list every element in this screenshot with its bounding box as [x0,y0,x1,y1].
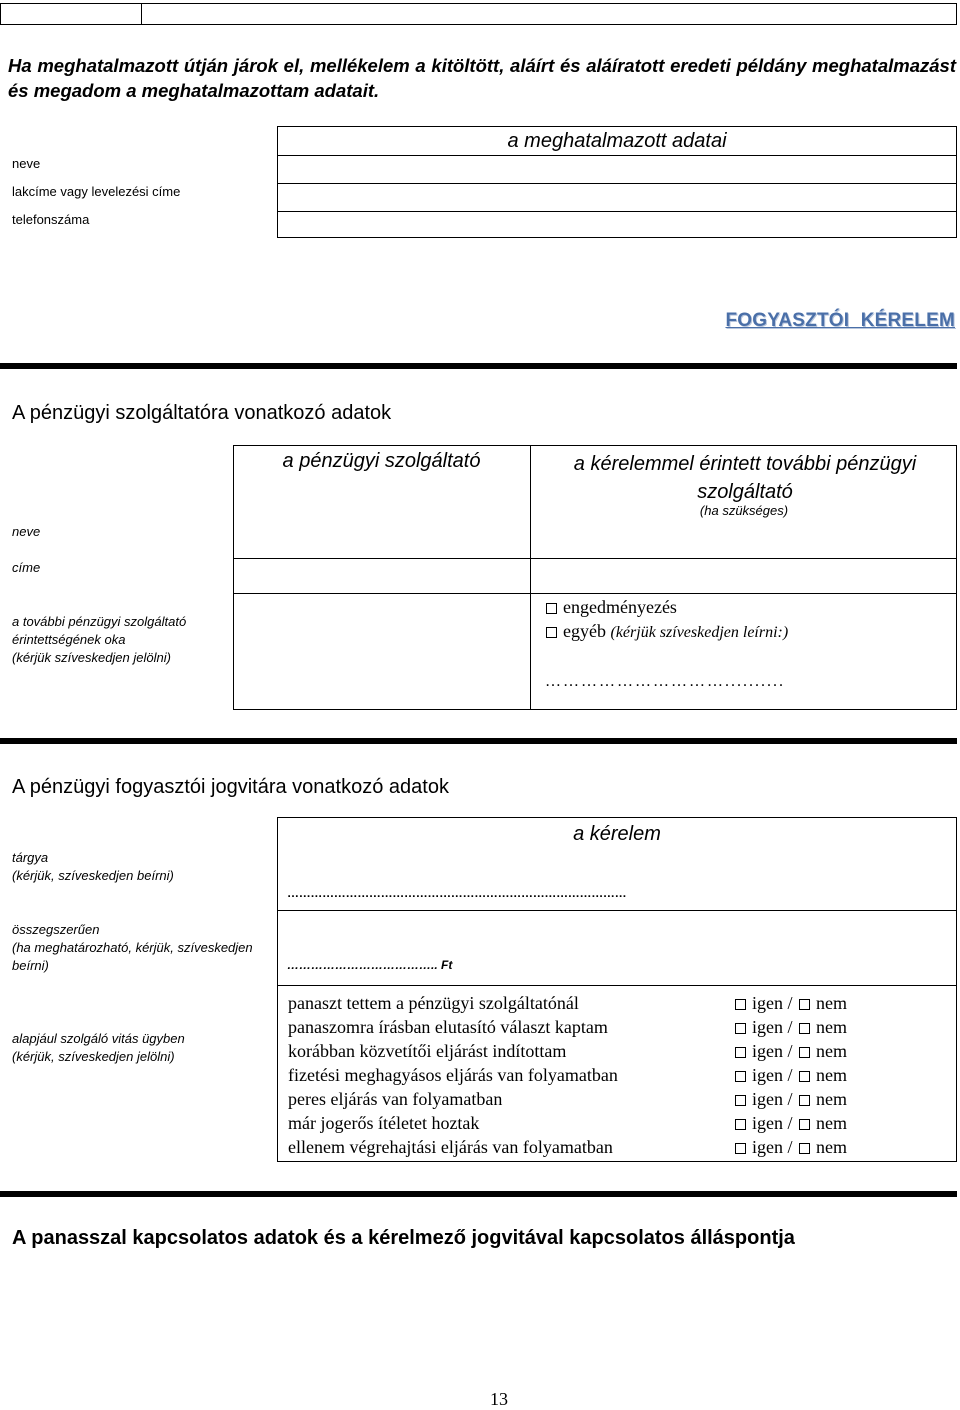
proxy-name-field[interactable] [280,157,954,181]
provider-label-name: neve [12,524,41,539]
answer-row: igen / nem [735,1017,955,1041]
form-title: FOGYASZTÓI KÉRELEM [725,310,955,331]
checkbox-icon[interactable] [735,999,746,1010]
subject-hint: (kérjük, szíveskedjen beírni) [12,868,174,883]
proxy-label-address: lakcíme vagy levelezési címe [12,184,181,199]
provider-name-field[interactable] [236,520,526,556]
checkbox-icon[interactable] [735,1023,746,1034]
top-cell-left[interactable] [0,3,142,25]
dispute-item: fizetési meghagyásos eljárás van folyamatban [288,1065,618,1085]
proxy-phone-field[interactable] [280,213,954,237]
dispute-item: már jogerős ítéletet hoztak [288,1113,480,1133]
reason-option-assignment[interactable]: engedményezés [546,597,677,618]
amount-hint-1: (ha meghatározható, kérjük, szíveskedjen [12,940,253,955]
checkbox-icon[interactable] [799,1143,810,1154]
answer-row: igen / nem [735,1089,955,1113]
checkbox-icon[interactable] [735,1047,746,1058]
answer-row: igen / nem [735,993,955,1017]
other-provider-address-field[interactable] [533,560,953,591]
answer-row: igen / nem [735,1137,955,1161]
subject-field[interactable]: …………………………………………………………………………… [287,886,627,900]
proxy-note: Ha meghatalmazott útján járok el, mellékelem a kitöltött, aláírt és aláíratott eredeti példány meghatalmazást és megadom a meghatalmazottam adatait. [8,55,956,101]
answer-row: igen / nem [735,1113,955,1137]
page-number: 13 [490,1389,508,1409]
dispute-item: ellenem végrehajtási eljárás van folyamatban [288,1137,613,1157]
provider-label-reason1: a további pénzügyi szolgáltató [12,614,187,629]
top-cell-right[interactable] [141,3,957,25]
subject-label: tárgya [12,850,49,865]
answer-row: igen / nem [735,1041,955,1065]
checkbox-icon[interactable] [735,1095,746,1106]
checkbox-icon[interactable] [799,1047,810,1058]
request-heading: a kérelem [573,823,661,845]
checkbox-icon[interactable] [799,1071,810,1082]
dispute-item: panaszt tettem a pénzügyi szolgáltatónál [288,993,579,1013]
checkbox-icon[interactable] [735,1143,746,1154]
provider-label-reason2: érintettségének oka [12,632,126,647]
proxy-address-field[interactable] [280,185,954,209]
proxy-label-name: neve [12,156,41,171]
other-provider-name-field[interactable] [533,520,953,556]
provider-col2-note: (ha szükséges) [699,503,789,518]
checkbox-icon[interactable] [735,1119,746,1130]
checkbox-icon[interactable] [735,1071,746,1082]
checkbox-icon[interactable] [546,603,557,614]
proxy-label-phone: telefonszáma [12,212,90,227]
checkbox-icon[interactable] [799,1119,810,1130]
checkbox-icon[interactable] [799,999,810,1010]
dispute-item: korábban közvetítői eljárást indítottam [288,1041,567,1061]
answer-row: igen / nem [735,1065,955,1089]
proxy-heading: a meghatalmazott adatai [507,130,727,152]
amount-hint-2: beírni) [12,958,49,973]
dispute-item: panaszomra írásban elutasító választ kaptam [288,1017,608,1037]
complaint-section-title: A panasszal kapcsolatos adatok és a kérelmező jogvitával kapcsolatos álláspontja [12,1227,795,1249]
reason-other-field[interactable]: ………………………….......... [545,673,785,690]
amount-field[interactable]: ……………………………….. Ft [287,958,453,972]
provider-address-field[interactable] [236,560,526,591]
checkbox-icon[interactable] [799,1023,810,1034]
provider-col1-heading: a pénzügyi szolgáltató [282,450,481,472]
answer-column [0,993,960,1161]
provider-label-address: címe [12,560,41,575]
amount-label: összegszerűen [12,922,100,937]
dispute-section-title: A pénzügyi fogyasztói jogvitára vonatkozó adatok [12,776,449,798]
provider-col2-heading: a kérelemmel érintett további pénzügyi szolgáltató [573,453,917,503]
dispute-item: peres eljárás van folyamatban [288,1089,503,1109]
basis-hint: (kérjük, szíveskedjen jelölni) [12,1049,175,1064]
checkbox-icon[interactable] [546,627,557,638]
basis-label: alapjául szolgáló vitás ügyben [12,1031,185,1046]
provider-section-title: A pénzügyi szolgáltatóra vonatkozó adatok [12,402,392,424]
reason-option-other[interactable]: egyéb (kérjük szíveskedjen leírni:) [546,621,788,642]
checkbox-icon[interactable] [799,1095,810,1106]
provider-label-reason3: (kérjük szíveskedjen jelölni) [12,650,171,665]
